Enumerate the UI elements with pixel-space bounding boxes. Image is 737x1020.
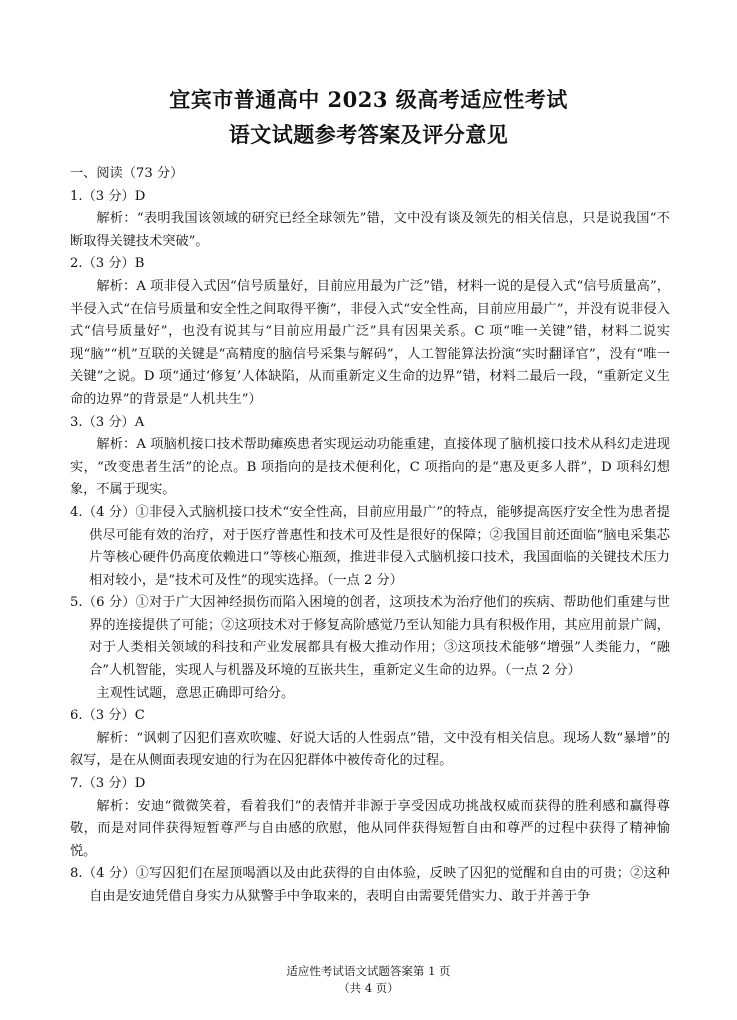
page-total: （共 4 页）: [338, 981, 399, 995]
q1-answer: 1.（3 分）D: [70, 188, 146, 204]
exam-title: 宜宾市普通高中 2023 级高考适应性考试: [169, 87, 568, 112]
q2-answer: 2.（3 分）B: [70, 256, 145, 272]
q4-answer: 4.（4 分）①非侵入式脑机接口技术“安全性高，目前应用最广”的特点，能够提高医疗安全性为患者提供尽可能有效的治疗，对于医疗普惠性和技术可及性是很好的保障；②我国目前还面临“脑电采集芯片等核心硬件仍高度依赖进口”等核心瓶颈，推进非侵入式脑机接口技术，我国面临的关键技术压力相对较小，是“技术可及性”的现实选择。（一点 2 分）: [70, 504, 670, 588]
exam-subtitle: 语文试题参考答案及评分意见: [228, 122, 509, 147]
q7-answer: 7.（3 分）D: [70, 776, 146, 792]
q5-answer: 5.（6 分）①对于广大因神经损伤而陷入困境的创者，这项技术为治疗他们的疾病、帮助他们重建与世界的连接提供了可能；②这项技术对于修复高阶感觉乃至认知能力具有积极作用，其应用前景广阔，对于人类相关领域的科技和产业发展都具有极大推动作用；③这项技术能够“增强”人类能力，“融合”人机智能，实现人与机器及环境的互嵌共生，重新定义生命的边界。（一点 2 分）: [70, 595, 670, 679]
q2-analysis: 解析：A 项非侵入式因“信号质量好，目前应用最为广泛”错，材料一说的是侵入式“信号质量高”，半侵入式“在信号质量和安全性之间取得平衡”，非侵入式“安全性高，目前应用最广”，并没有说非侵入式“信号质量好”，也没有说其与“目前应用最广泛”具有因果关系。C 项“唯一关键”错，材料二说实现“脑”“机”互联的关键是“高精度的脑信号采集与解码”，人工智能算法扮演“实时翻译官”，没有“唯一关键”之说。D 项“通过‘修复’人体缺陷，从而重新定义生命的边界”错，材料二最后一段，“重新定义生命的边界”的背景是“人机共生”）: [70, 278, 670, 407]
q5-note: 主观性试题，意思正确即可给分。: [96, 685, 295, 701]
q6-analysis: 解析：“讽刺了囚犯们喜欢吹嘘、好说大话的人性弱点”错，文中没有相关信息。现场人数“暴增”的叙写，是在从侧面表现安迪的行为在囚犯群体中被传奇化的过程。: [70, 730, 670, 769]
q7-analysis: 解析：安迪“微微笑着，看着我们”的表情并非源于享受因成功挑战权威而获得的胜利感和赢得尊敬，而是对同伴获得短暂尊严与自由感的欣慰，他从同伴获得短暂自由和尊严的过程中获得了精神愉悦。: [70, 798, 670, 859]
answer-content: [70, 163, 670, 909]
section-heading: 一、阅读（73 分）: [70, 166, 184, 181]
q1-analysis: 解析：“表明我国该领域的研究已经全球领先”错，文中没有谈及领先的相关信息，只是说我国“不断取得关键技术突破”。: [70, 211, 670, 249]
q3-answer: 3.（3 分）A: [70, 414, 145, 430]
q3-analysis: 解析：A 项脑机接口技术帮助瘫痪患者实现运动功能重建，直接体现了脑机接口技术从科幻走进现实，“改变患者生活”的论点。B 项指向的是技术便利化，C 项指向的是“惠及更多人群”，D 项科幻想象，不属于现实。: [70, 437, 670, 498]
page-footer: 适应性考试语文试题答案第 1 页: [286, 964, 451, 978]
q8-answer: 8.（4 分）①写囚犯们在屋顶喝酒以及由此获得的自由体验，反映了囚犯的觉醒和自由的可贵；②这种自由是安迪凭借自身实力从狱警手中争取来的，表明自由需要凭借实力、敢于并善于争: [70, 866, 670, 904]
q6-answer: 6.（3 分）C: [70, 708, 145, 724]
